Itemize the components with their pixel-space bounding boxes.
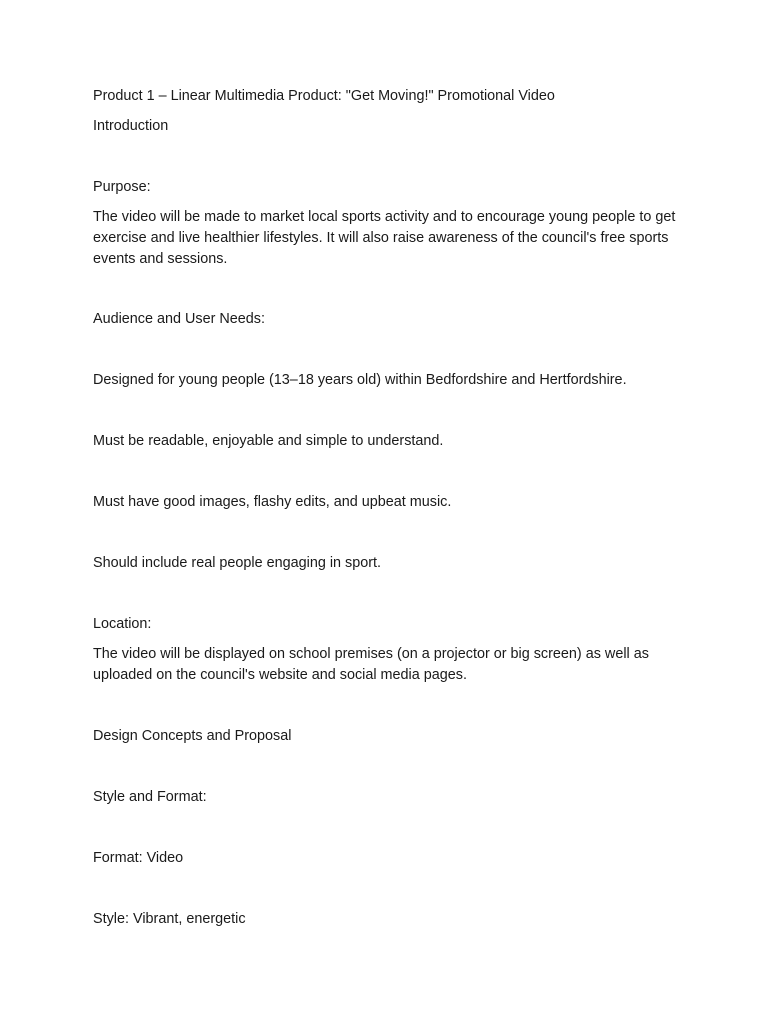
purpose-heading: Purpose: (93, 179, 151, 195)
introduction-heading: Introduction (93, 118, 169, 134)
audience-item: Must have good images, flashy edits, and upbeat music. (93, 494, 452, 510)
style-format-heading: Style and Format: (93, 789, 207, 805)
audience-heading: Audience and User Needs: (93, 311, 265, 327)
audience-item: Designed for young people (13–18 years old) within Bedfordshire and Hertfordshire. (93, 372, 627, 388)
audience-item: Must be readable, enjoyable and simple to understand. (93, 433, 444, 449)
purpose-paragraph: The video will be made to market local sports activity and to encourage young people to get exercise and live healthier lifestyles. It will also raise awareness of the council's free sports events and sessions. (93, 209, 676, 267)
audience-item: Should include real people engaging in sport. (93, 555, 382, 571)
format-line: Format: Video (93, 850, 184, 866)
document-title: Product 1 – Linear Multimedia Product: "Get Moving!" Promotional Video (93, 88, 555, 104)
design-concepts-heading: Design Concepts and Proposal (93, 728, 292, 744)
style-line: Style: Vibrant, energetic (93, 911, 246, 927)
location-paragraph: The video will be displayed on school premises (on a projector or big screen) as well as uploaded on the council's website and social media pages. (93, 646, 649, 683)
location-heading: Location: (93, 616, 152, 632)
